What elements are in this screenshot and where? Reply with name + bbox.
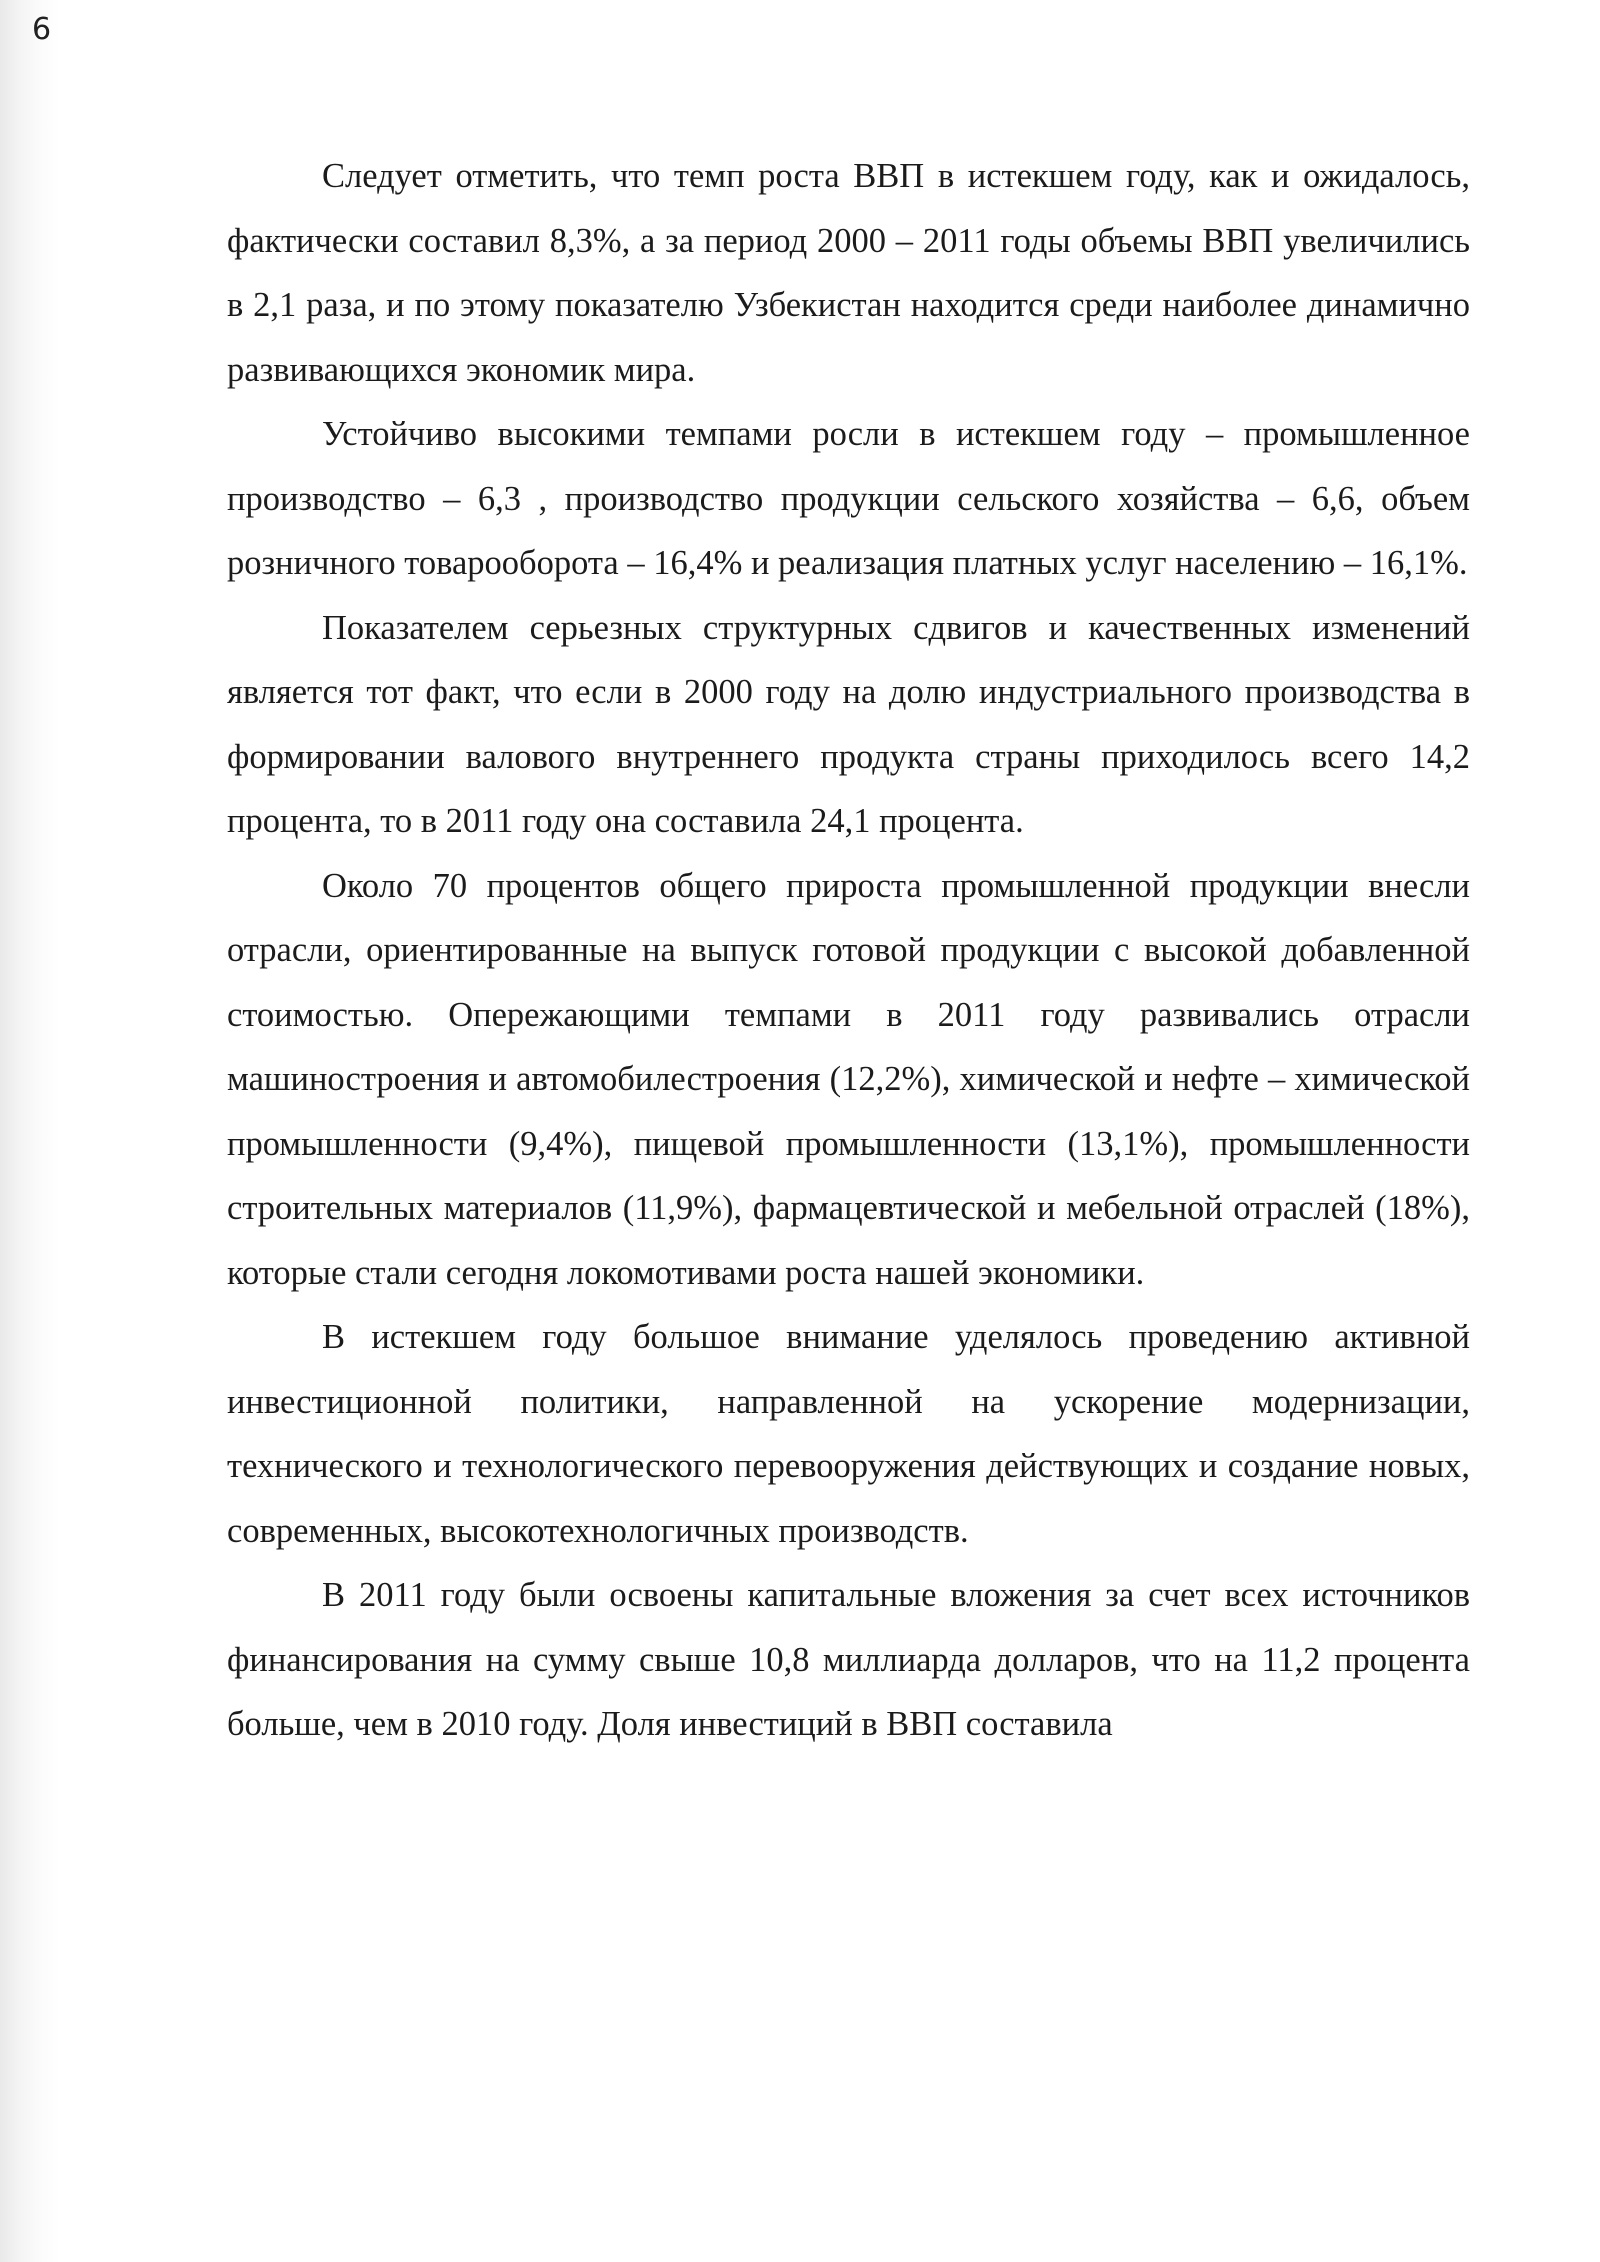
paragraph-capital-investment: В 2011 году были освоены капитальные вложения за счет всех источников финансирования на сумму свыше 10,8 миллиарда долларов, что на 11,2 процента больше, чем в 2010 году. Доля инвестиций в ВВП составила — [227, 1576, 1470, 1743]
paragraph-structural-shifts: Показателем серьезных структурных сдвигов и качественных изменений является тот факт, что если в 2000 году на долю индустриального производства в формировании валового внутреннего продукта страны приходилось всего 14,2 процента, то в 2011 году она составила 24,1 процента. — [227, 608, 1470, 840]
paragraph-industrial-growth: Около 70 процентов общего прироста промышленной продукции внесли отрасли, ориентированные на выпуск готовой продукции с высокой добавленной стоимостью. Опережающими темпами в 2011 году развивались отрасли машиностроения и автомобилестроения (12,2%), химической и нефте – химической промышленности (9,4%), пищевой промышленности (13,1%), промышленности строительных материалов (11,9%), фармацевтической и мебельной отраслей (18%), которые стали сегодня локомотивами роста нашей экономики. — [227, 866, 1470, 1292]
document-body — [227, 144, 1470, 1757]
page-number: 6 — [32, 12, 52, 47]
paragraph-investment-policy: В истекшем году большое внимание уделялось проведению активной инвестиционной политики, направленной на ускорение модернизации, технического и технологического перевооружения действующих и создание новых, современных, высокотехнологичных производств. — [227, 1318, 1470, 1550]
paragraph-gdp-growth: Следует отметить, что темп роста ВВП в истекшем году, как и ожидалось, фактически составил 8,3%, а за период 2000 – 2011 годы объемы ВВП увеличились в 2,1 раза, и по этому показателю Узбекистан находится среди наиболее динамично развивающихся экономик мира. — [227, 157, 1470, 389]
paragraph-sector-growth: Устойчиво высокими темпами росли в истекшем году – промышленное производство – 6,3 , производство продукции сельского хозяйства – 6,6, объем розничного товарооборота – 16,4% и реализация платных услуг населению – 16,1%. — [227, 415, 1470, 582]
page-edge-shadow — [0, 0, 60, 2262]
